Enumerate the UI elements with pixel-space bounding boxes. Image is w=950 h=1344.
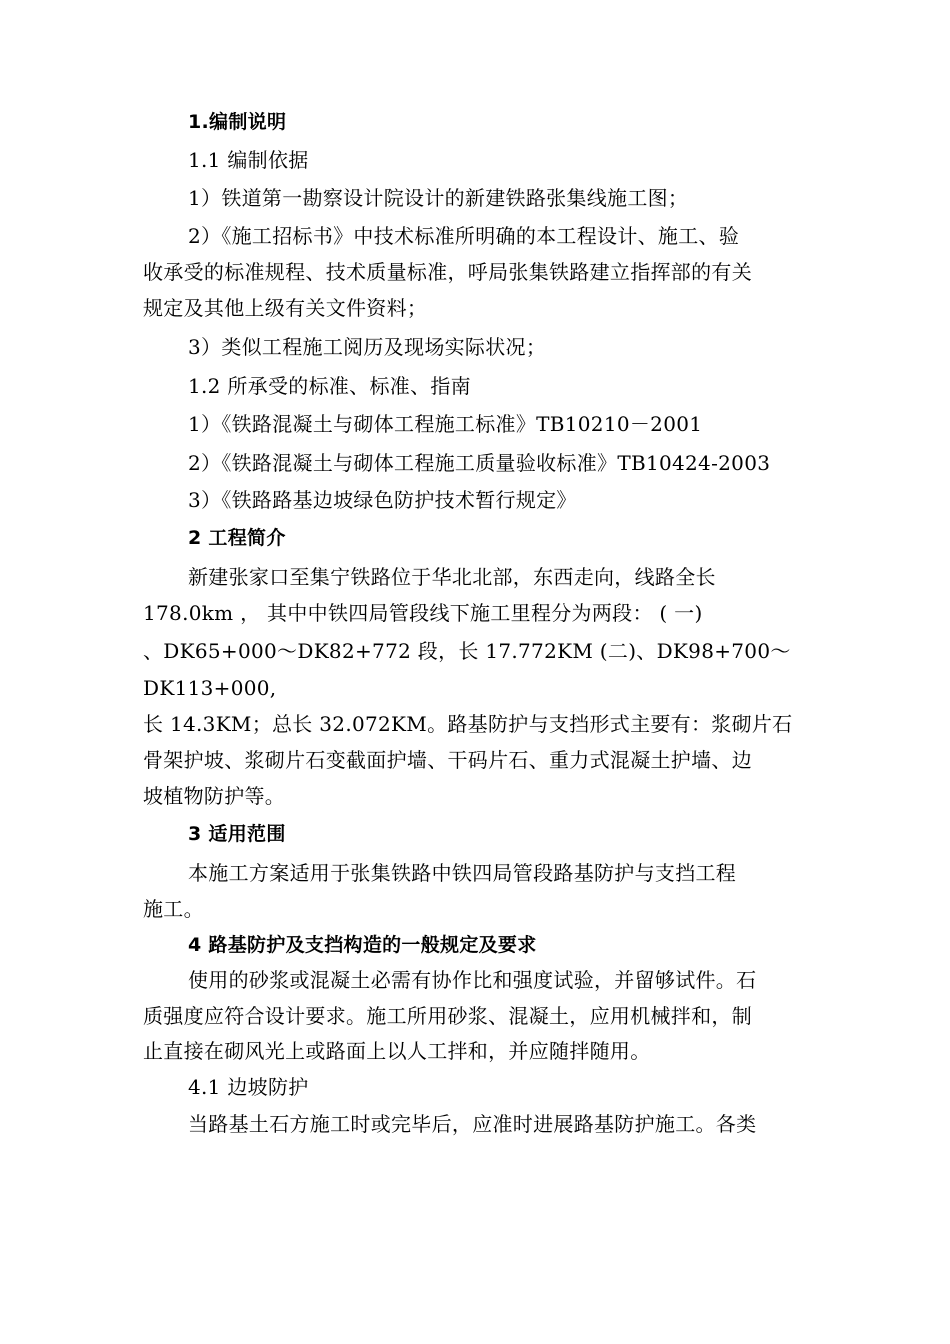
standard-item-3: 3）《铁路路基边坡绿色防护技术暂行规定》 bbox=[188, 488, 577, 512]
section-1-1-heading: 1.1 编制依据 bbox=[188, 148, 309, 172]
section-1-2-heading: 1.2 所承受的标准、标准、指南 bbox=[188, 374, 471, 398]
scope-line-2: 施工。 bbox=[143, 897, 204, 921]
intro-line-1: 新建张家口至集宁铁路位于华北北部，东西走向，线路全长 bbox=[188, 565, 716, 589]
intro-line-5: 长 14.3KM；总长 32.072KM。路基防护与支挡形式主要有：浆砌片石 bbox=[143, 712, 793, 736]
section-3-heading: 3 适用范围 bbox=[188, 823, 286, 845]
scope-line-1: 本施工方案适用于张集铁路中铁四局管段路基防护与支挡工程 bbox=[188, 861, 737, 885]
slope-line-1: 当路基土石方施工时或完毕后，应准时进展路基防护施工。各类 bbox=[188, 1112, 757, 1136]
standard-item-2: 2）《铁路混凝土与砌体工程施工质量验收标准》TB10424-2003 bbox=[188, 451, 771, 475]
section-4-1-heading: 4.1 边坡防护 bbox=[188, 1075, 309, 1099]
intro-line-2: 178.0km ， 其中中铁四局管段线下施工里程分为两段： ( 一) bbox=[143, 601, 703, 625]
intro-line-4: DK113+000, bbox=[143, 676, 277, 700]
intro-line-6: 骨架护坡、浆砌片石变截面护墙、干码片石、重力式混凝土护墙、边 bbox=[143, 748, 752, 772]
requirement-line-3: 止直接在砌风光上或路面上以人工拌和，并应随拌随用。 bbox=[143, 1039, 651, 1063]
basis-item-1: 1）铁道第一勘察设计院设计的新建铁路张集线施工图； bbox=[188, 186, 689, 210]
basis-item-2-line-3: 规定及其他上级有关文件资料； bbox=[143, 296, 428, 320]
basis-item-2-line-1: 2）《施工招标书》中技术标准所明确的本工程设计、施工、验 bbox=[188, 224, 740, 248]
section-1-heading: 1.编制说明 bbox=[188, 111, 287, 133]
intro-line-7: 坡植物防护等。 bbox=[143, 784, 286, 808]
section-2-heading: 2 工程简介 bbox=[188, 527, 286, 549]
section-4-heading: 4 路基防护及支挡构造的一般规定及要求 bbox=[188, 934, 537, 956]
basis-item-2-line-2: 收承受的标准规程、技术质量标准，呼局张集铁路建立指挥部的有关 bbox=[143, 260, 752, 284]
basis-item-3: 3）类似工程施工阅历及现场实际状况； bbox=[188, 335, 547, 359]
requirement-line-2: 质强度应符合设计要求。施工所用砂浆、混凝土，应用机械拌和，制 bbox=[143, 1004, 752, 1028]
requirement-line-1: 使用的砂浆或混凝土必需有协作比和强度试验，并留够试件。石 bbox=[188, 968, 757, 992]
standard-item-1: 1）《铁路混凝土与砌体工程施工标准》TB10210－2001 bbox=[188, 412, 703, 436]
intro-line-3: 、DK65+000～DK82+772 段，长 17.772KM (二)、DK98+700～ bbox=[143, 639, 791, 663]
